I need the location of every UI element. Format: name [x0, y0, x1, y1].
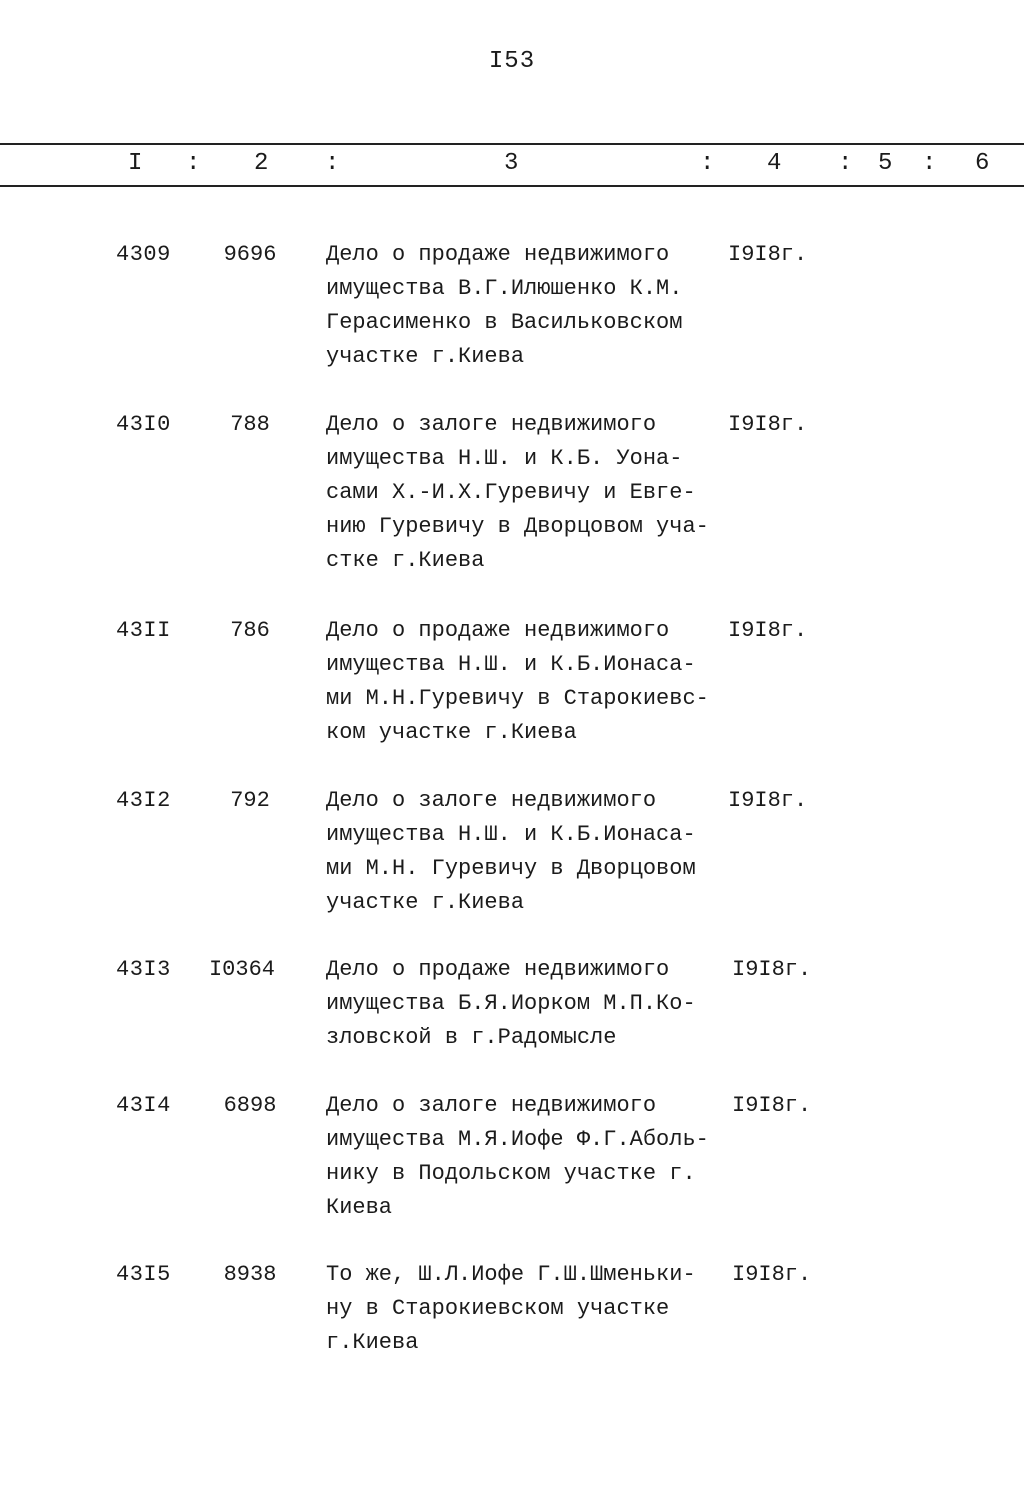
archive-number: I0364 [208, 957, 275, 982]
description-line: имущества Н.Ш. и К.Б. Уона- [326, 446, 683, 471]
entry-date: I9I8г. [728, 788, 808, 813]
page-number: I53 [488, 48, 536, 75]
description-line: Дело о залоге недвижимого [326, 412, 657, 437]
entry-description [326, 953, 726, 1055]
entry-number: 43I0 [116, 412, 171, 437]
description-line: ми М.Н. Гуревичу в Дворцовом [326, 856, 696, 881]
entry-description [326, 784, 726, 920]
description-line: г.Киева [326, 1330, 419, 1355]
header-col-5: 5 [878, 150, 893, 177]
header-col-3: 3 [504, 150, 519, 177]
table-header-bottom-rule [0, 185, 1024, 187]
header-col-2: 2 [254, 150, 269, 177]
archive-number: 786 [230, 618, 270, 643]
description-line: ми М.Н.Гуревичу в Старокиевс- [326, 686, 709, 711]
archive-number: 788 [230, 412, 270, 437]
entry-date: I9I8г. [728, 412, 808, 437]
header-separator: : [922, 150, 937, 177]
description-line: ну в Старокиевском участке [326, 1296, 670, 1321]
table-header [0, 148, 1024, 180]
entry-date: I9I8г. [732, 1262, 812, 1287]
entry-description [326, 1258, 726, 1360]
entry-date: I9I8г. [728, 618, 808, 643]
description-line: имущества В.Г.Илюшенко К.М. [326, 276, 683, 301]
header-separator: : [186, 150, 201, 177]
entry-date: I9I8г. [732, 957, 812, 982]
entry-number: 4309 [116, 242, 171, 267]
description-line: Дело о продаже недвижимого [326, 242, 670, 267]
description-line: Дело о залоге недвижимого [326, 1093, 657, 1118]
archive-number: 8938 [223, 1262, 277, 1287]
description-line: участке г.Киева [326, 344, 525, 369]
description-line: ком участке г.Киева [326, 720, 577, 745]
description-line: Дело о продаже недвижимого [326, 618, 670, 643]
description-line: Дело о залоге недвижимого [326, 788, 657, 813]
entry-number: 43I4 [116, 1093, 171, 1118]
archive-number: 6898 [223, 1093, 277, 1118]
description-line: нику в Подольском участке г. [326, 1161, 696, 1186]
description-line: имущества Н.Ш. и К.Б.Ионаса- [326, 822, 696, 847]
entry-date: I9I8г. [728, 242, 808, 267]
description-line: имущества Б.Я.Иорком М.П.Ко- [326, 991, 696, 1016]
description-line: имущества М.Я.Иофе Ф.Г.Аболь- [326, 1127, 709, 1152]
header-separator: : [838, 150, 853, 177]
description-line: зловской в г.Радомысле [326, 1025, 617, 1050]
description-line: нию Гуревичу в Дворцовом уча- [326, 514, 709, 539]
archive-number: 9696 [223, 242, 277, 267]
header-col-1: I [128, 150, 143, 177]
entry-date: I9I8г. [732, 1093, 812, 1118]
entry-number: 43I5 [116, 1262, 171, 1287]
entry-number: 43II [116, 618, 171, 643]
description-line: Дело о продаже недвижимого [326, 957, 670, 982]
description-line: стке г.Киева [326, 548, 485, 573]
description-line: Герасименко в Васильковском [326, 310, 683, 335]
entry-number: 43I3 [116, 957, 171, 982]
description-line: сами Х.-И.Х.Гуревичу и Евге- [326, 480, 696, 505]
header-col-6: 6 [975, 150, 990, 177]
header-col-4: 4 [767, 150, 782, 177]
description-line: имущества Н.Ш. и К.Б.Ионаса- [326, 652, 696, 677]
header-separator: : [700, 150, 715, 177]
table-header-top-rule [0, 143, 1024, 145]
entry-number: 43I2 [116, 788, 171, 813]
header-separator: : [325, 150, 340, 177]
description-line: Киева [326, 1195, 393, 1220]
description-line: То же, Ш.Л.Иофе Г.Ш.Шменьки- [326, 1262, 696, 1287]
description-line: участке г.Киева [326, 890, 525, 915]
entry-description [326, 614, 726, 750]
archive-number: 792 [230, 788, 270, 813]
entry-description [326, 238, 726, 374]
entry-description [326, 1089, 726, 1225]
entry-description [326, 408, 726, 578]
